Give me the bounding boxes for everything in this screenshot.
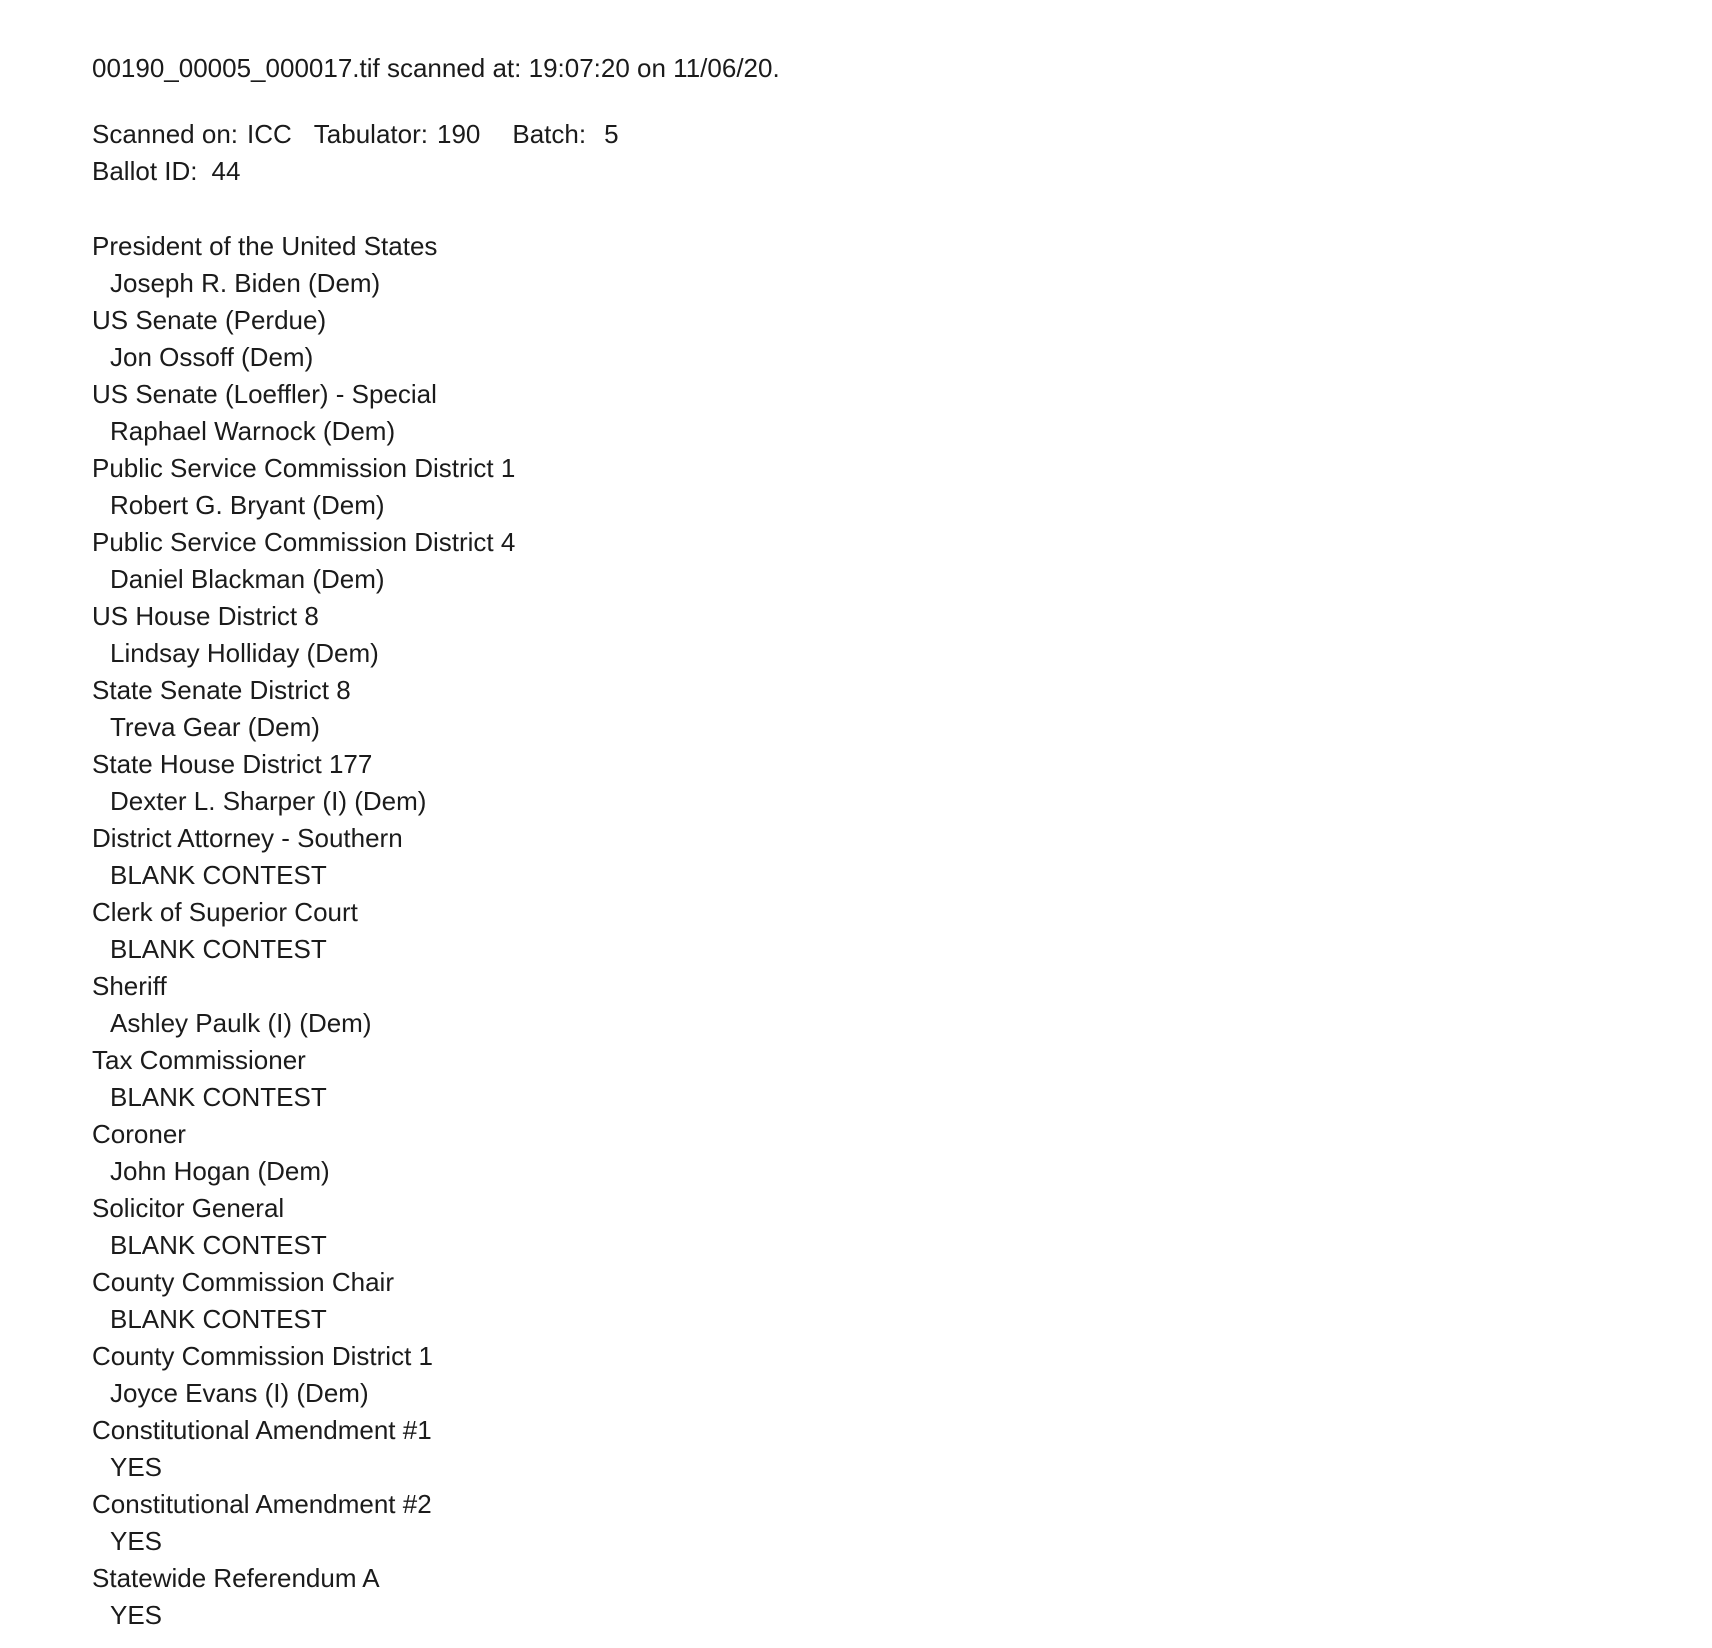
- ballot-id-label: Ballot ID:: [92, 156, 198, 186]
- contest-name: Constitutional Amendment #2: [92, 1489, 432, 1519]
- contest-name: State Senate District 8: [92, 675, 351, 705]
- scan-filename-line: 00190_00005_000017.tif scanned at: 19:07:20 on 11/06/20.: [92, 53, 780, 83]
- contest-selection: John Hogan (Dem): [110, 1156, 330, 1186]
- scanned-on-label: Scanned on:: [92, 119, 239, 149]
- contest-selection: Dexter L. Sharper (I) (Dem): [110, 786, 427, 816]
- contest-selection: Treva Gear (Dem): [110, 712, 320, 742]
- contest-name: President of the United States: [92, 231, 438, 261]
- contest-name: Tax Commissioner: [92, 1045, 306, 1075]
- contest-entry: [92, 1264, 1672, 1338]
- contest-selection: Ashley Paulk (I) (Dem): [110, 1008, 372, 1038]
- contest-selection: BLANK CONTEST: [110, 860, 327, 890]
- contest-name: Constitutional Amendment #1: [92, 1415, 432, 1445]
- ballot-id-line: [92, 153, 1672, 190]
- contest-list: [92, 228, 1672, 1634]
- contest-name: District Attorney - Southern: [92, 823, 403, 853]
- contest-entry: [92, 1560, 1672, 1634]
- contest-entry: [92, 1190, 1672, 1264]
- contest-selection: BLANK CONTEST: [110, 934, 327, 964]
- contest-name: Clerk of Superior Court: [92, 897, 358, 927]
- contest-name: Public Service Commission District 1: [92, 453, 516, 483]
- contest-entry: [92, 1338, 1672, 1412]
- tabulator-value: 190: [436, 119, 481, 149]
- contest-selection: Joseph R. Biden (Dem): [110, 268, 381, 298]
- contest-selection: Jon Ossoff (Dem): [110, 342, 314, 372]
- contest-name: Public Service Commission District 4: [92, 527, 516, 557]
- contest-name: Coroner: [92, 1119, 186, 1149]
- contest-name: Sheriff: [92, 971, 167, 1001]
- contest-selection: Raphael Warnock (Dem): [110, 416, 396, 446]
- contest-entry: [92, 450, 1672, 524]
- contest-name: State House District 177: [92, 749, 373, 779]
- contest-entry: [92, 1412, 1672, 1486]
- contest-selection: BLANK CONTEST: [110, 1230, 327, 1260]
- contest-name: US Senate (Loeffler) - Special: [92, 379, 437, 409]
- ballot-id-value: 44: [211, 156, 241, 186]
- contest-entry: [92, 672, 1672, 746]
- scanned-on-value: ICC: [247, 119, 292, 149]
- contest-name: US Senate (Perdue): [92, 305, 327, 335]
- contest-entry: [92, 376, 1672, 450]
- contest-entry: [92, 1042, 1672, 1116]
- contest-entry: [92, 968, 1672, 1042]
- contest-entry: [92, 894, 1672, 968]
- contest-name: US House District 8: [92, 601, 319, 631]
- contest-selection: BLANK CONTEST: [110, 1304, 327, 1334]
- contest-entry: [92, 1116, 1672, 1190]
- contest-name: County Commission District 1: [92, 1341, 433, 1371]
- batch-value: 5: [604, 119, 619, 149]
- contest-name: Statewide Referendum A: [92, 1563, 380, 1593]
- batch-label: Batch:: [512, 119, 587, 149]
- contest-selection: YES: [110, 1526, 163, 1556]
- contest-entry: [92, 1486, 1672, 1560]
- contest-selection: YES: [110, 1452, 163, 1482]
- contest-entry: [92, 228, 1672, 302]
- contest-selection: YES: [110, 1600, 163, 1630]
- contest-name: County Commission Chair: [92, 1267, 394, 1297]
- tabulator-label: Tabulator:: [313, 119, 428, 149]
- contest-entry: [92, 302, 1672, 376]
- contest-entry: [92, 524, 1672, 598]
- contest-name: Solicitor General: [92, 1193, 285, 1223]
- contest-selection: Lindsay Holliday (Dem): [110, 638, 379, 668]
- contest-selection: BLANK CONTEST: [110, 1082, 327, 1112]
- contest-selection: Robert G. Bryant (Dem): [110, 490, 385, 520]
- contest-entry: [92, 746, 1672, 820]
- contest-selection: Daniel Blackman (Dem): [110, 564, 385, 594]
- contest-entry: [92, 820, 1672, 894]
- scan-info-line: [92, 116, 1672, 153]
- contest-entry: [92, 598, 1672, 672]
- contest-selection: Joyce Evans (I) (Dem): [110, 1378, 369, 1408]
